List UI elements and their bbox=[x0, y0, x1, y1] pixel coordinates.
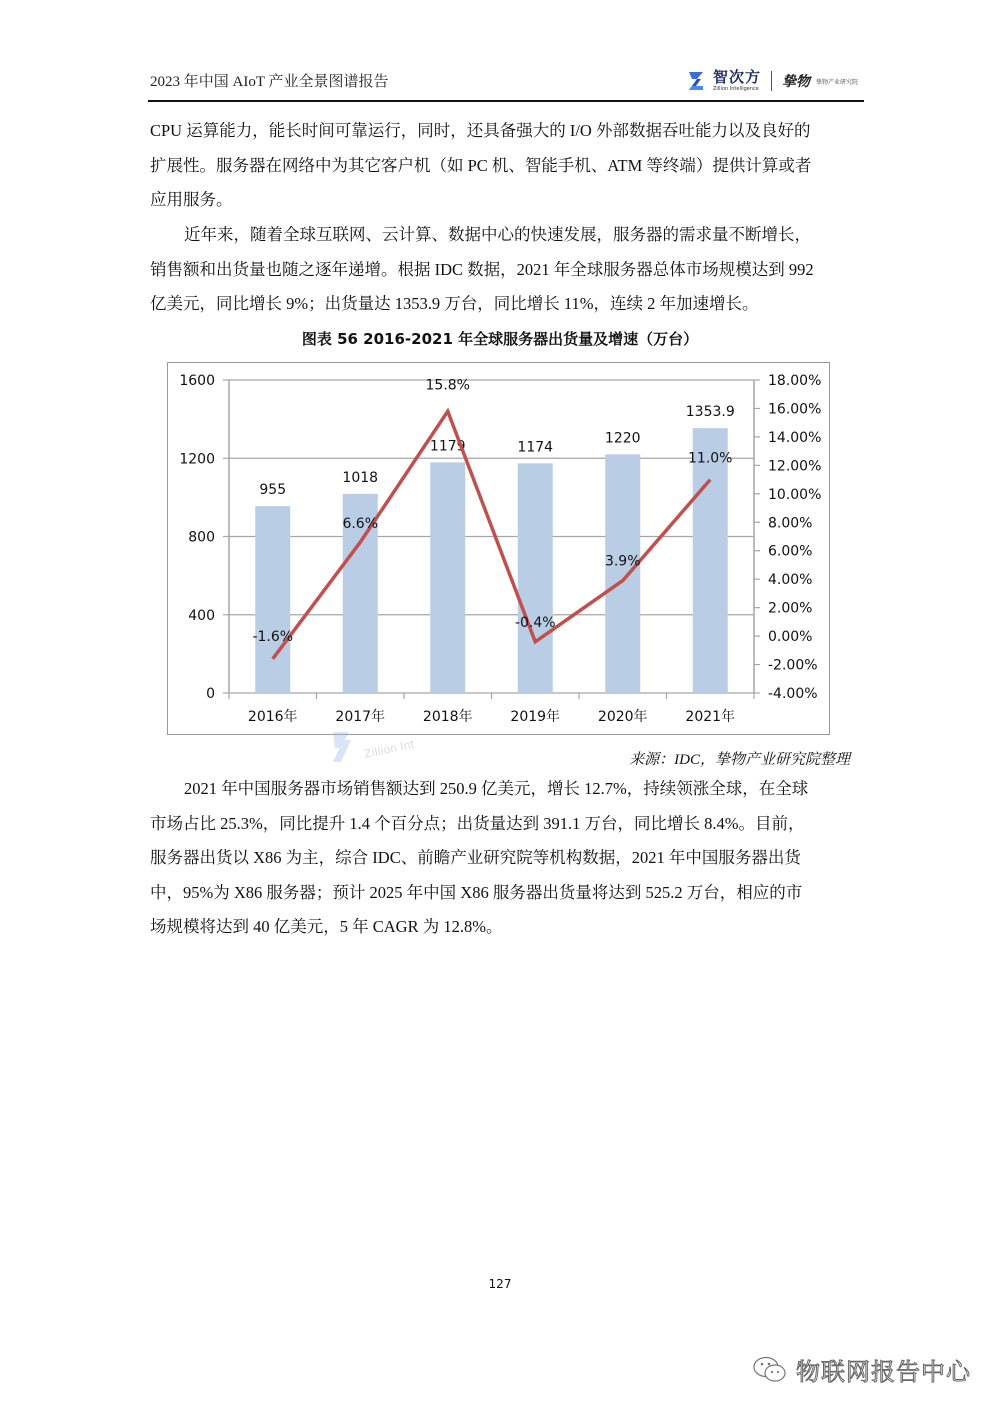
logo-main-cn: 智次方 bbox=[712, 68, 761, 86]
bar bbox=[693, 428, 728, 693]
paragraph-line: 市场占比 25.3%，同比提升 1.4 个百分点；出货量达到 391.1 万台，同比增长 8.4%。目前， bbox=[150, 813, 805, 833]
header-divider bbox=[148, 100, 864, 102]
right-axis-tick-label: 14.00% bbox=[768, 429, 822, 446]
category-label: 2017年 bbox=[335, 709, 386, 725]
report-title: 2023 年中国 AIoT 产业全景图谱报告 bbox=[150, 74, 389, 90]
page-header bbox=[148, 60, 864, 102]
paragraph-line: 场规模将达到 40 亿美元，5 年 CAGR 为 12.8%。 bbox=[150, 917, 503, 936]
paragraph-line: 2021 年中国服务器市场销售额达到 250.9 亿美元，增长 12.7%，持续领涨全球，在全球 bbox=[184, 779, 809, 798]
right-axis-tick-label: 8.00% bbox=[768, 515, 813, 532]
paragraph-line: 近年来，随着全球互联网、云计算、数据中心的快速发展，服务器的需求量不断增长， bbox=[184, 225, 811, 244]
bar-value-label: 1179 bbox=[429, 438, 466, 455]
figure-title: 图表 56 2016-2021 年全球服务器出货量及增速（万台） bbox=[301, 330, 699, 348]
paragraph-line: 亿美元，同比增长 9%；出货量达 1353.9 万台，同比增长 11%，连续 2 年加速增长。 bbox=[150, 294, 759, 313]
right-axis-tick-label: 12.00% bbox=[768, 458, 822, 475]
left-axis-tick-label: 0 bbox=[206, 686, 215, 702]
paragraph-3 bbox=[150, 772, 850, 945]
right-axis-tick-label: 10.00% bbox=[768, 486, 822, 503]
paragraph-line: 应用服务。 bbox=[150, 190, 233, 209]
right-axis-tick-label: 16.00% bbox=[768, 401, 822, 418]
zillion-logo-icon bbox=[685, 69, 707, 93]
right-axis-tick-label: 2.00% bbox=[768, 600, 813, 617]
bar bbox=[255, 506, 290, 693]
paragraph-line: 服务器出货以 X86 为主，综合 IDC、前瞻产业研究院等机构数据，2021 年中国服务器出货 bbox=[150, 848, 801, 867]
combo-chart bbox=[168, 363, 831, 736]
growth-value-label: 11.0% bbox=[688, 450, 733, 467]
paragraph-line: 扩展性。服务器在网络中为其它客户机（如 PC 机、智能手机、ATM 等终端）提供计算或者 bbox=[150, 155, 812, 175]
right-axis-tick-label: 18.00% bbox=[768, 373, 822, 389]
category-label: 2016年 bbox=[247, 709, 298, 725]
left-axis-tick-label: 1600 bbox=[179, 373, 215, 389]
growth-value-label: 6.6% bbox=[342, 516, 379, 533]
right-axis-tick-label: -2.00% bbox=[768, 657, 818, 674]
zhiwu-logo: 挚物 bbox=[781, 74, 810, 90]
svg-text:Zillion Int: Zillion Int bbox=[362, 737, 416, 761]
zillion-watermark-icon bbox=[325, 728, 445, 768]
logo-divider bbox=[771, 71, 772, 91]
bar-value-label: 1353.9 bbox=[685, 404, 735, 421]
header-logos bbox=[685, 66, 858, 96]
chart-container bbox=[167, 362, 830, 735]
category-label: 2021年 bbox=[685, 709, 736, 725]
bar bbox=[430, 462, 465, 693]
category-label: 2020年 bbox=[597, 709, 648, 725]
bar-value-label: 1174 bbox=[517, 439, 554, 456]
growth-value-label: 15.8% bbox=[425, 377, 470, 394]
left-axis-tick-label: 800 bbox=[188, 529, 215, 546]
zhiwu-logo-sub: 挚物产业研究院 bbox=[815, 78, 858, 86]
right-axis-tick-label: 6.00% bbox=[768, 543, 813, 560]
right-axis-tick-label: 4.00% bbox=[768, 572, 813, 589]
right-axis-tick-label: -4.00% bbox=[768, 686, 818, 702]
paragraph-line: 中，95%为 X86 服务器；预计 2025 年中国 X86 服务器出货量将达到 525.2 万台，相应的市 bbox=[150, 882, 803, 902]
logo-main-en: Zillion Intelligence bbox=[712, 86, 759, 92]
growth-value-label: 3.9% bbox=[604, 553, 641, 570]
bar-value-label: 1220 bbox=[604, 430, 641, 447]
wechat-icon bbox=[752, 1355, 788, 1385]
category-label: 2019年 bbox=[510, 709, 561, 725]
bar-value-label: 1018 bbox=[342, 469, 379, 486]
zillion-logo-text bbox=[713, 70, 761, 92]
paragraph-line: 销售额和出货量也随之逐年递增。根据 IDC 数据，2021 年全球服务器总体市场规模达到 992 bbox=[150, 259, 814, 279]
growth-value-label: -1.6% bbox=[252, 628, 294, 645]
bar bbox=[518, 463, 553, 693]
right-axis-tick-label: 0.00% bbox=[768, 629, 813, 646]
left-axis-tick-label: 400 bbox=[188, 607, 215, 624]
growth-line bbox=[273, 411, 711, 659]
page-number: 127 bbox=[488, 1277, 512, 1291]
bar-value-label: 955 bbox=[259, 482, 287, 499]
wechat-account-name: 物联网报告中心 bbox=[796, 1358, 971, 1386]
figure-source: 来源：IDC，挚物产业研究院整理 bbox=[629, 752, 850, 768]
paragraph-2 bbox=[150, 218, 850, 322]
paragraph-1 bbox=[150, 114, 850, 218]
left-axis-tick-label: 1200 bbox=[179, 451, 215, 468]
paragraph-line: CPU 运算能力，能长时间可靠运行，同时，还具备强大的 I/O 外部数据吞吐能力以及良好的 bbox=[150, 121, 811, 140]
wechat-watermark bbox=[752, 1352, 971, 1387]
growth-value-label: -0.4% bbox=[514, 614, 556, 631]
category-label: 2018年 bbox=[422, 709, 473, 725]
bar bbox=[605, 454, 640, 693]
